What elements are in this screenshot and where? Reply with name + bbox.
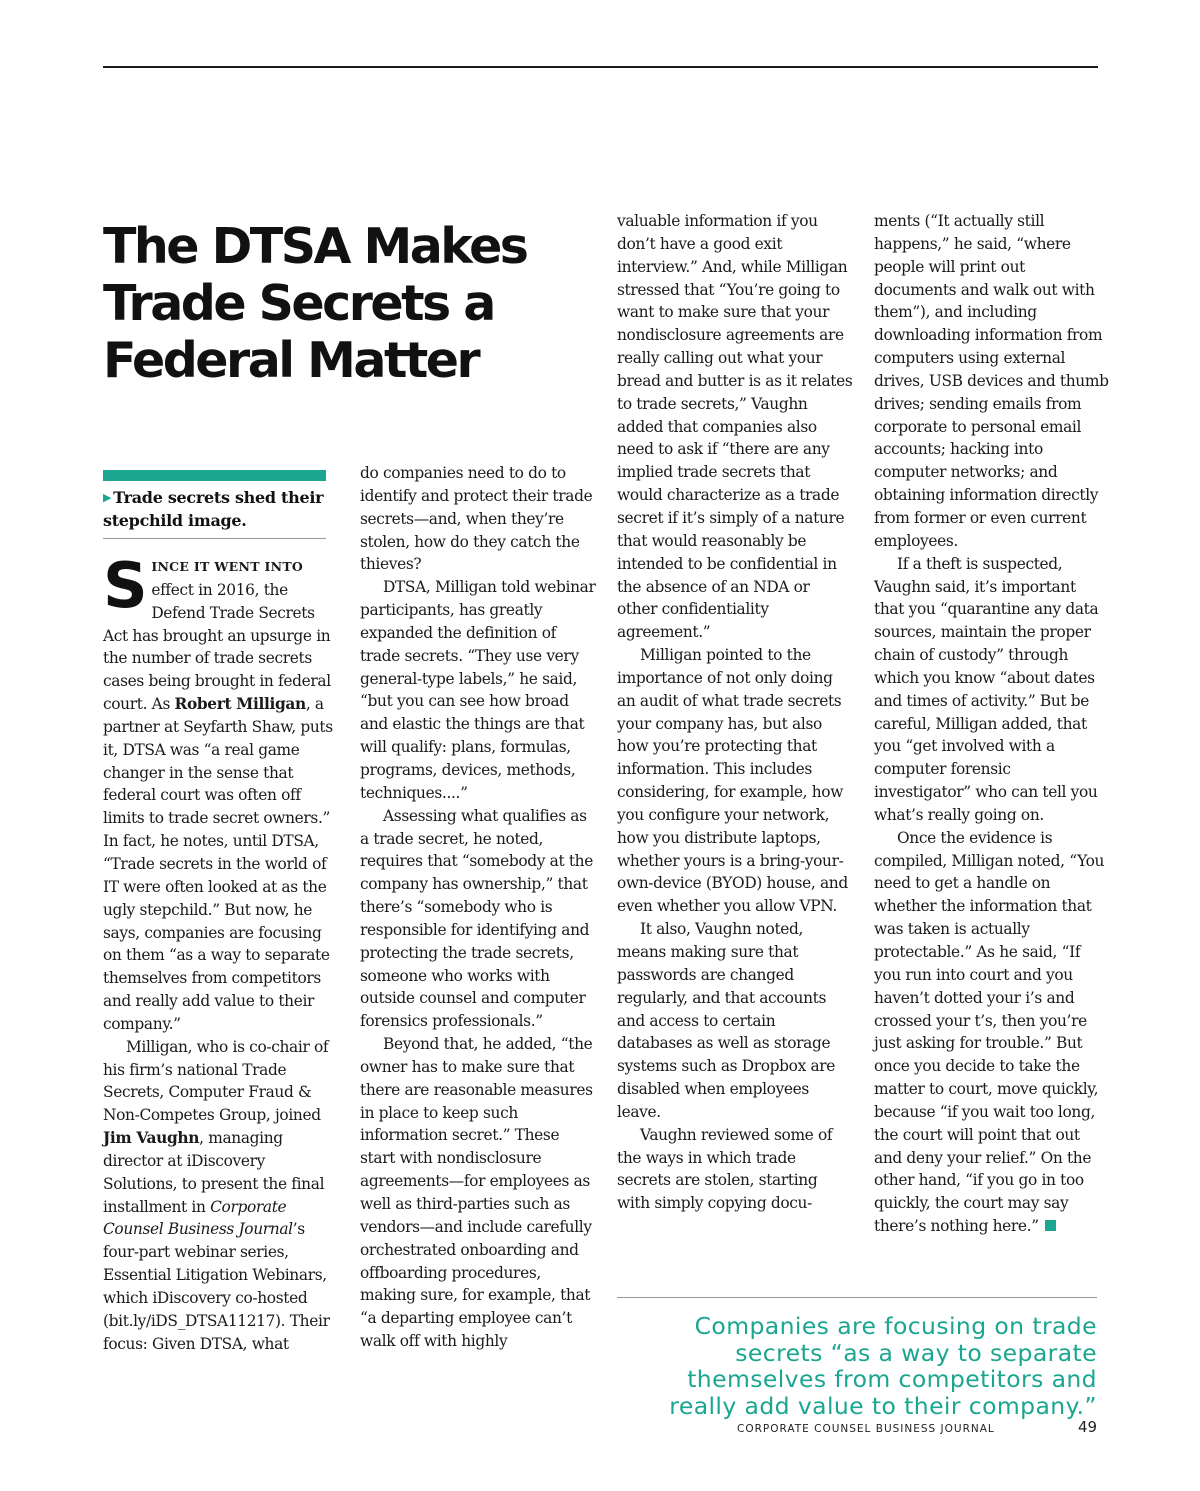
drop-cap: S <box>103 549 148 622</box>
deck-rule <box>103 538 326 539</box>
body-paragraph <box>874 827 1110 1238</box>
body-paragraph: Beyond that, he added, “the owner has to make sure that there are reasonable measures in place to keep such information secret.” These start with nondisclosure agreements—for employees as well as third-parties such as vendors—and include carefully orchestrated onboarding and offboarding procedures, making sure, for example, that “a departing employee can’t walk off with highly <box>360 1035 593 1351</box>
body-paragraph: ments (“It actually still happens,” he said, “where people will print out documents and walk out with them”), and including downloading information from computers using external drives, USB devices and thumb drives; sending emails from corporate to personal email accounts; hacking into computer networks; and obtaining information directly from former or even current employees. <box>874 212 1109 550</box>
body-paragraph: Vaughn reviewed some of the ways in which trade secrets are stolen, starting with simply copying docu- <box>617 1125 833 1213</box>
publication-name: Corporate Counsel Business Journal <box>103 1197 293 1239</box>
text-run: Milligan, who is co-chair of his firm’s national Trade Secrets, Computer Fraud & Non-Competes Group, joined <box>103 1037 329 1125</box>
body-column-1 <box>103 549 339 1356</box>
body-column-4 <box>874 210 1110 1238</box>
pull-quote: Companies are focusing on trade secrets “as a way to separate themselves from competitors and really add value to their company.” <box>669 1312 1097 1420</box>
body-paragraph <box>103 1036 339 1356</box>
triangle-right-icon: ▶ <box>103 491 112 504</box>
body-column-2 <box>360 462 596 1353</box>
person-name: Robert Milligan <box>174 695 306 714</box>
deck-text: Trade secrets shed their stepchild image. <box>103 488 324 530</box>
square-end-mark-icon <box>1045 1220 1056 1231</box>
text-run: Once the evidence is compiled, Milligan noted, “You need to get a handle on whether the information that was taken is actually protectable.” As he said, “If you run into court and you haven’t dotted your i’s and crossed your t’s, then you’re just asking for trouble.” But once you decide to take the matter to court, move quickly, because “if you wait too long, the court will point that out and deny your relief.” On the other hand, “if you go in too quickly, the court may say there’s nothing here.” <box>874 828 1105 1236</box>
body-paragraph: Milligan pointed to the importance of not only doing an audit of what trade secrets your company has, but also how you’re protecting that information. This includes considering, for example, how you configure your network, how you distribute laptops, whether yours is a bring-your-own-device (BYOD) house, and even whether you allow VPN. <box>617 646 848 916</box>
text-run: ’s four-part webinar series, Essential Litigation Webinars, which iDiscovery co-hosted (bit.ly/iDS_DTSA11217). Their focus: Given DTSA, what <box>103 1220 330 1353</box>
body-paragraph: DTSA, Milligan told webinar participants, has greatly expanded the definition of trade secrets. “They use very general-type labels,” he said, “but you can see how broad and elastic the things are that will qualify: plans, formulas, programs, devices, methods, techniques....” <box>360 578 596 802</box>
body-column-3 <box>617 210 853 1215</box>
lead-in: INCE IT WENT INTO <box>151 559 304 574</box>
page-number: 49 <box>1078 1418 1098 1436</box>
body-paragraph: It also, Vaughn noted, means making sure that passwords are changed regularly, and that accounts and access to certain databases as well as storage systems such as Dropbox are disabled when employees leave. <box>617 920 836 1121</box>
person-name: Jim Vaughn <box>103 1129 200 1148</box>
article-headline: The DTSA Makes Trade Secrets a Federal Matter <box>103 218 527 389</box>
footer-journal-name: CORPORATE COUNSEL BUSINESS JOURNAL <box>737 1423 995 1435</box>
top-rule <box>103 66 1098 68</box>
article-deck <box>103 486 326 532</box>
text-run: , managing director at iDiscovery Solutions, to present the final installment in <box>103 1129 325 1216</box>
deck-accent-bar <box>103 470 326 481</box>
pull-quote-rule <box>617 1297 1097 1298</box>
body-paragraph: If a theft is suspected, Vaughn said, it’s important that you “quarantine any data sources, maintain the proper chain of custody” through which you know “about dates and times of activity.” But be careful, Milligan added, that you “get involved with a computer forensic investigator” who can tell you what’s really going on. <box>874 554 1099 824</box>
body-paragraph: do companies need to do to identify and protect their trade secrets—and, when they’re stolen, how do they catch the thieves? <box>360 464 593 574</box>
body-paragraph: Assessing what qualifies as a trade secret, he noted, requires that “somebody at the company has ownership,” that there’s “somebody who is responsible for identifying and protecting the trade secrets, someone who works with outside counsel and computer forensics professionals.” <box>360 806 594 1031</box>
body-paragraph: valuable information if you don’t have a good exit interview.” And, while Milligan stressed that “You’re going to want to make sure that your nondisclosure agreements are really calling out what your bread and butter is as it relates to trade secrets,” Vaughn added that companies also need to ask if “there are any implied trade secrets that would characterize as a trade secret if it’s simply of a nature that would reasonably be intended to be confidential in the absence of an NDA or other confidentiality agreement.” <box>617 212 853 642</box>
text-run: , a partner at Seyfarth Shaw, puts it, DTSA was “a real game changer in the sense that federal court was often off limits to trade secret owners.” In fact, he notes, until DTSA, “Trade secrets in the world of IT were often looked at as the ugly stepchild.” But now, he says, companies are focusing on them “as a way to separate themselves from competitors and really add value to their company.” <box>103 695 333 1033</box>
body-paragraph <box>103 549 339 1036</box>
text-run: effect in 2016, the Defend Trade Secrets Act has brought an upsurge in the number of trade secrets cases being brought in federal court. As <box>103 580 331 714</box>
